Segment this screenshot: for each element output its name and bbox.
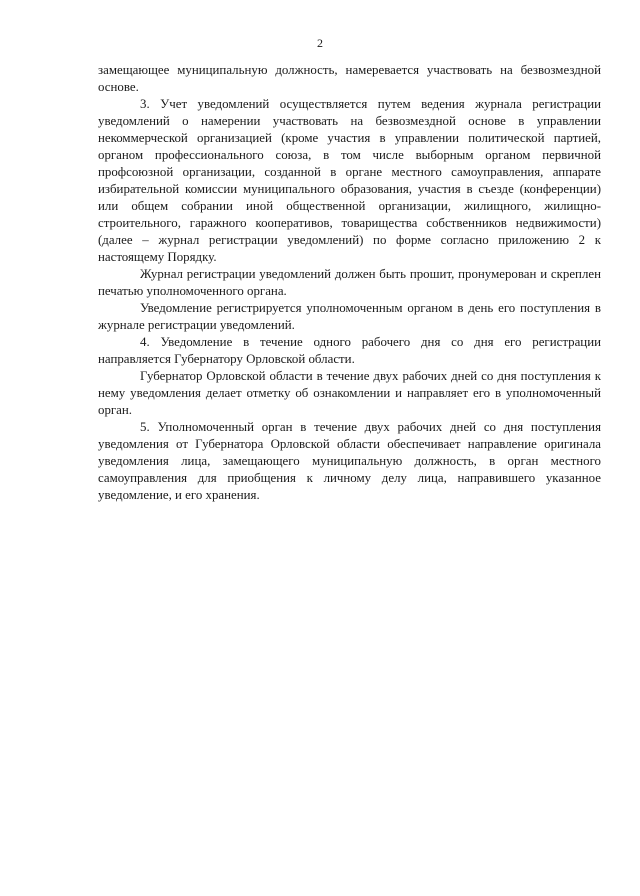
paragraph-continuation: замещающее муниципальную должность, намеревается участвовать на безвозмездной основе. [98, 63, 601, 94]
document-body [98, 62, 601, 504]
paragraph-item-4: 4. Уведомление в течение одного рабочего дня со дня его регистрации направляется Губернатору Орловской области. [98, 335, 601, 366]
paragraph-registration: Уведомление регистрируется уполномоченным органом в день его поступления в журнале регистрации уведомлений. [98, 301, 601, 332]
page-number: 2 [317, 36, 323, 50]
paragraph-item-3: 3. Учет уведомлений осуществляется путем ведения журнала регистрации уведомлений о намерении участвовать на безвозмездной основе в управлении некоммерческой организацией (кроме участия в управлении политической партией, органом профессионального союза, в том числе выборным органом первичной профсоюзной организации, созданной в органе местного самоуправления, аппарате избирательной комиссии муниципального образования, участия в съезде (конференции) или общем собрании иной общественной организации, жилищного, жилищно-строительного, гаражного кооперативов, товарищества собственников недвижимости) (далее – журнал регистрации уведомлений) по форме согласно приложению 2 к настоящему Порядку. [98, 97, 601, 264]
paragraph-governor: Губернатор Орловской области в течение двух рабочих дней со дня поступления к нему уведомления делает отметку об ознакомлении и направляет его в уполномоченный орган. [98, 369, 601, 417]
paragraph-item-5: 5. Уполномоченный орган в течение двух рабочих дней со дня поступления уведомления от Губернатора Орловской области обеспечивает направление оригинала уведомления лица, замещающего муниципальную должность, в орган местного самоуправления для приобщения к личному делу лица, направившего указанное уведомление, и его хранения. [98, 420, 601, 502]
paragraph-journal: Журнал регистрации уведомлений должен быть прошит, пронумерован и скреплен печатью уполномоченного органа. [98, 267, 601, 298]
